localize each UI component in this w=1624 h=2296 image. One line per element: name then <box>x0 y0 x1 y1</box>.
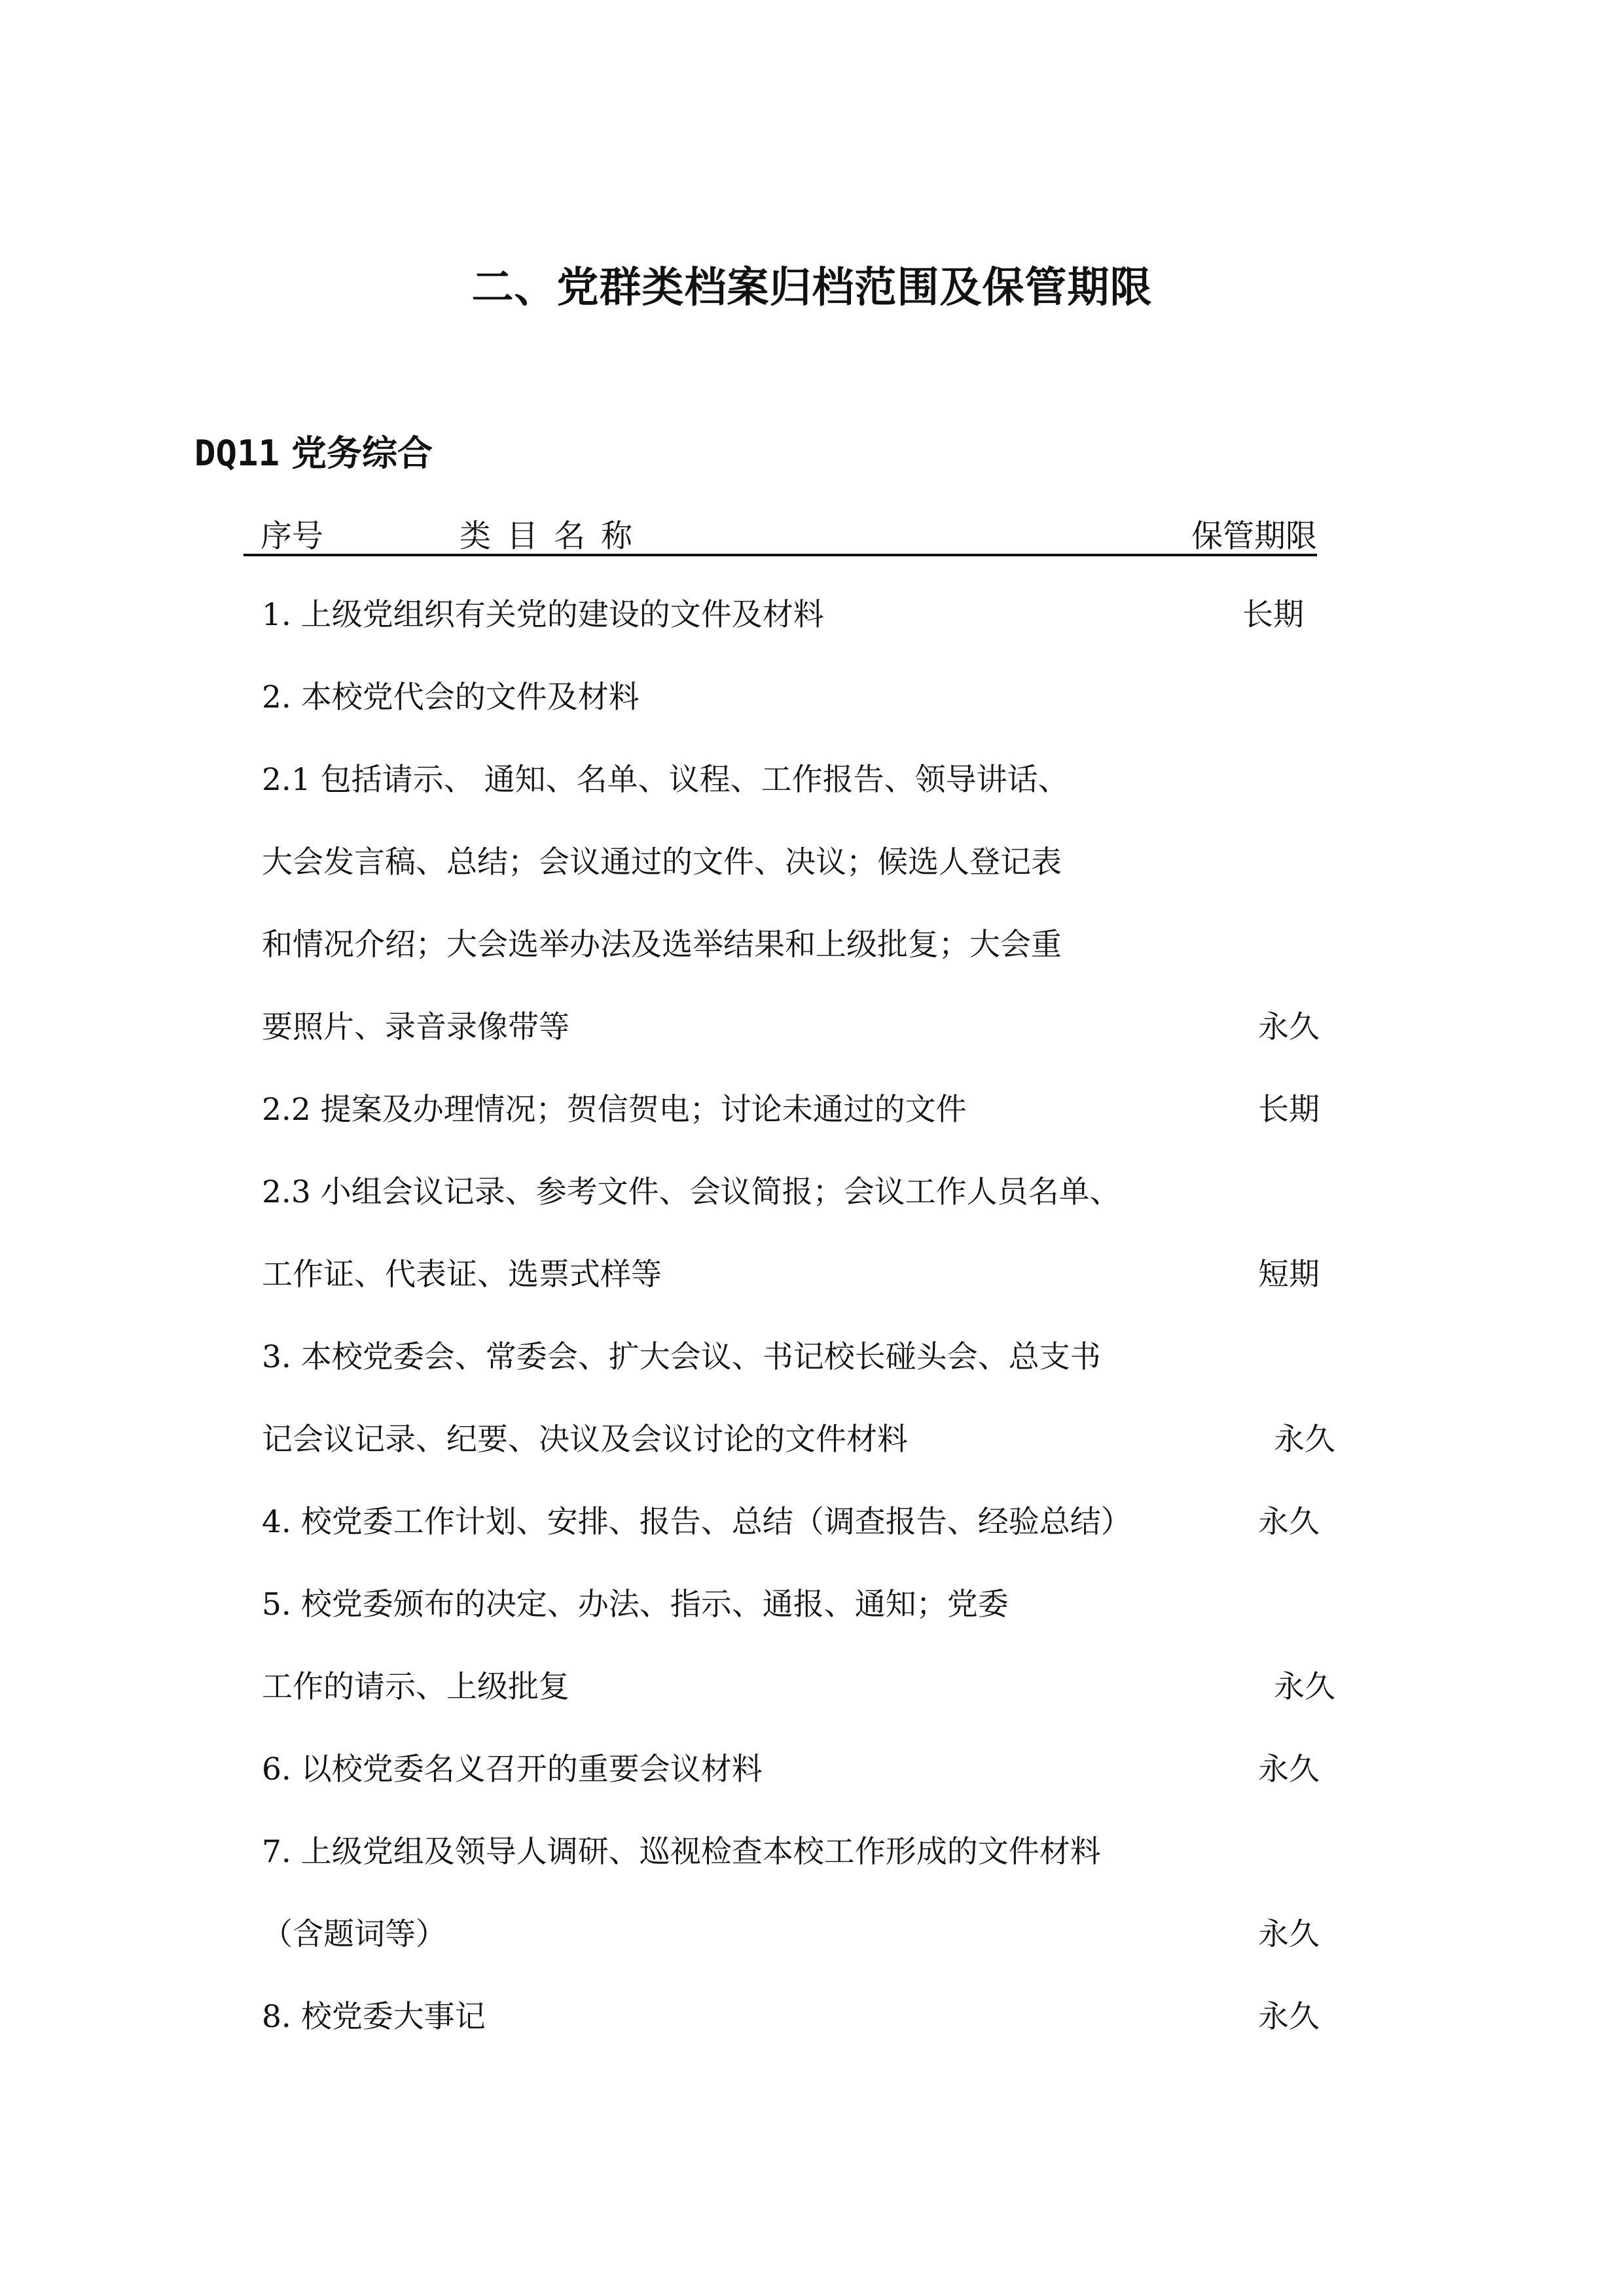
item-text: 6. 以校党委名义召开的重要会议材料 <box>262 1751 763 1787</box>
section-name: 党务综合 <box>291 433 433 474</box>
item-period: 永久 <box>1258 1751 1320 1787</box>
item-text: 工作的请示、上级批复 <box>262 1669 569 1705</box>
item-text: 工作证、代表证、选票式样等 <box>262 1257 662 1293</box>
item-period: 长期 <box>1242 597 1304 633</box>
item-text: 记会议记录、纪要、决议及会议讨论的文件材料 <box>262 1422 908 1458</box>
document-title: 二、党群类档案归档范围及保管期限 <box>471 264 1153 312</box>
column-header-seq: 序号 <box>261 518 324 554</box>
item-text: 4. 校党委工作计划、安排、报告、总结（调查报告、经验总结） <box>262 1504 1132 1540</box>
item-text: 2.1 包括请示、 通知、名单、议程、工作报告、领导讲话、 <box>262 762 1069 798</box>
item-period: 长期 <box>1258 1092 1320 1128</box>
item-text: 8. 校党委大事记 <box>262 1999 486 2035</box>
item-period: 短期 <box>1258 1257 1320 1293</box>
item-period: 永久 <box>1258 1999 1320 2035</box>
item-text: 5. 校党委颁布的决定、办法、指示、通报、通知；党委 <box>262 1587 1009 1623</box>
item-text: 大会发言稿、总结；会议通过的文件、决议；候选人登记表 <box>262 844 1062 880</box>
item-text: 1. 上级党组织有关党的建设的文件及材料 <box>262 597 824 633</box>
column-header-name: 类目名称 <box>460 518 649 554</box>
section-code: DQ11 <box>194 433 280 474</box>
item-period: 永久 <box>1274 1669 1335 1705</box>
item-text: 和情况介绍；大会选举办法及选举结果和上级批复；大会重 <box>262 927 1062 963</box>
item-text: （含题词等） <box>262 1916 446 1952</box>
item-period: 永久 <box>1258 1009 1320 1045</box>
item-text: 2.3 小组会议记录、参考文件、会议简报；会议工作人员名单、 <box>262 1174 1121 1210</box>
item-text: 2.2 提案及办理情况；贺信贺电；讨论未通过的文件 <box>262 1092 967 1128</box>
item-text: 7. 上级党组及领导人调研、巡视检查本校工作形成的文件材料 <box>262 1834 1101 1870</box>
table-header <box>244 511 1317 556</box>
section-heading <box>194 425 433 476</box>
item-period: 永久 <box>1258 1504 1320 1540</box>
item-text: 2. 本校党代会的文件及材料 <box>262 679 640 715</box>
item-period: 永久 <box>1258 1916 1320 1952</box>
item-text: 3. 本校党委会、常委会、扩大会议、书记校长碰头会、总支书 <box>262 1339 1101 1375</box>
item-period: 永久 <box>1274 1422 1335 1458</box>
item-text: 要照片、录音录像带等 <box>262 1009 569 1045</box>
column-header-period: 保管期限 <box>1191 518 1317 554</box>
